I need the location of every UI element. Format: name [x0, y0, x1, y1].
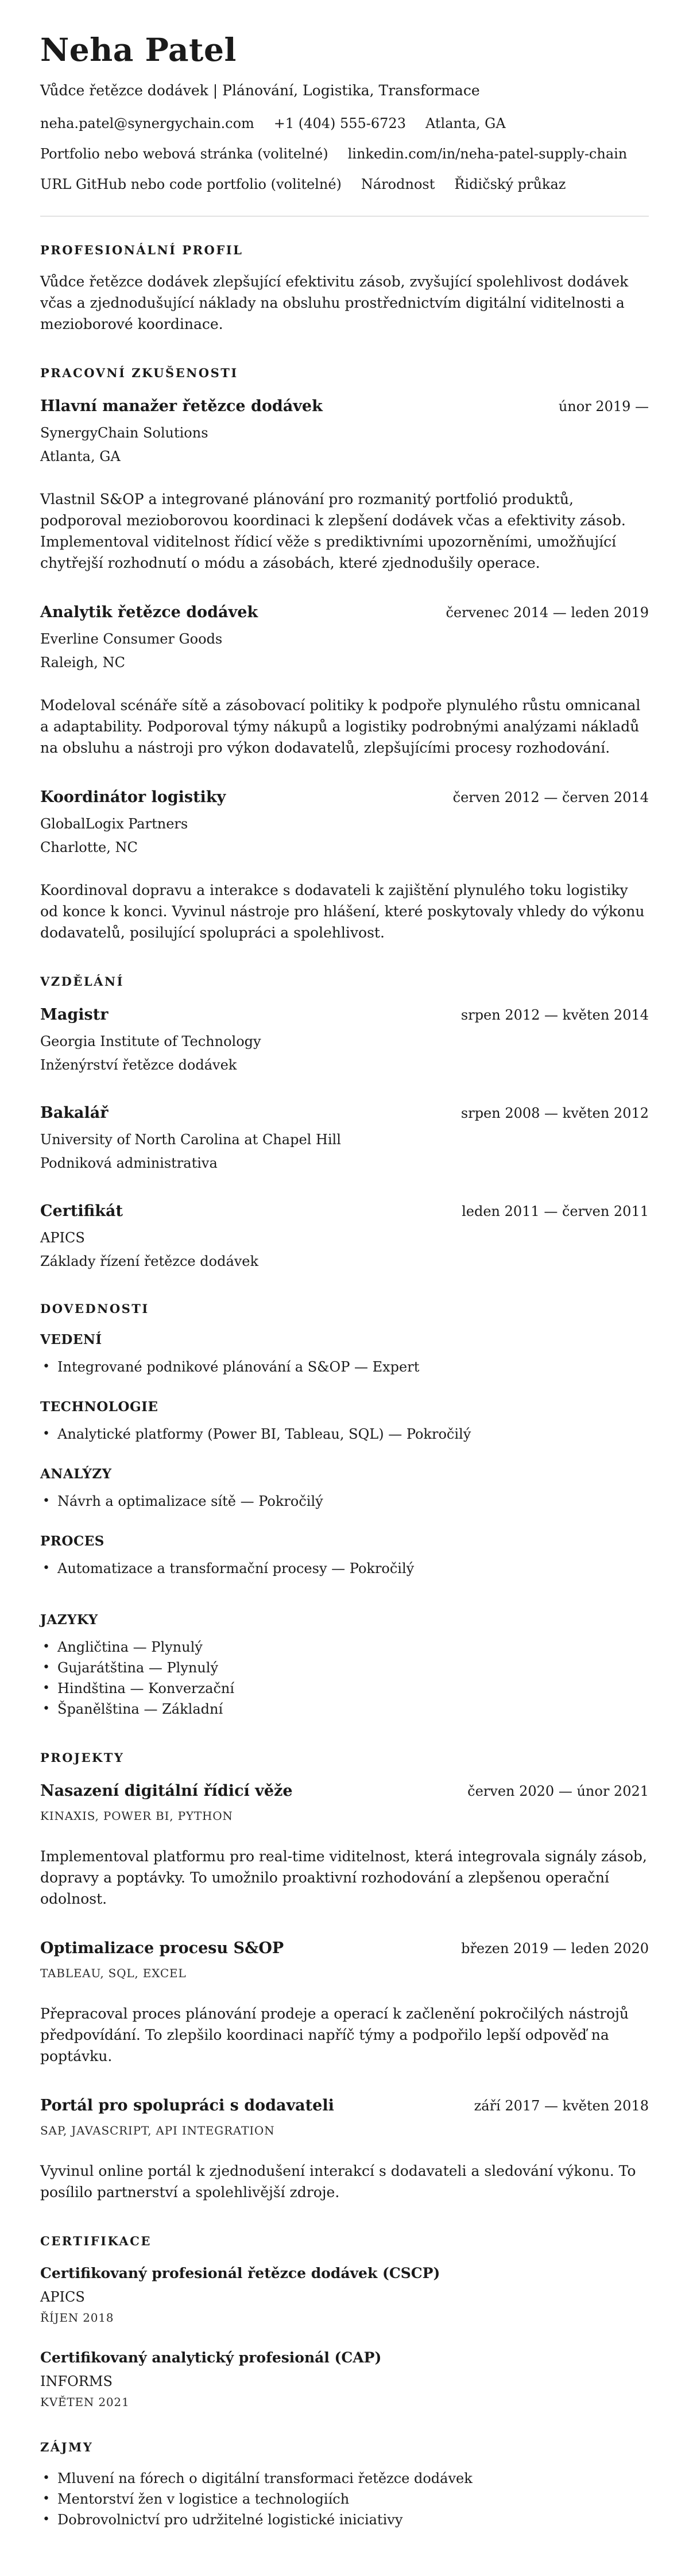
- language-item: • Hindština — Konverzační: [40, 1678, 649, 1699]
- job-title: Analytik řetězce dodávek: [40, 603, 258, 621]
- nationality-text: Národnost: [361, 176, 435, 193]
- skill-group-languages: [40, 1612, 649, 1719]
- skill-group-name: VEDENÍ: [40, 1331, 102, 1347]
- location-text: Atlanta, GA: [425, 115, 506, 132]
- section-projects: [40, 1750, 649, 2203]
- job-title-row: [40, 396, 649, 416]
- education-dates: srpen 2008 — květen 2012: [460, 1105, 649, 1121]
- certification-issuer: INFORMS: [40, 2373, 113, 2389]
- project-title: Optimalizace procesu S&OP: [40, 1939, 284, 1957]
- project-title-row: [40, 1938, 649, 1958]
- certification-entry: [40, 2349, 649, 2409]
- section-education: [40, 974, 649, 1270]
- interest-item: • Dobrovolnictví pro udržitelné logistické iniciativy: [40, 2509, 649, 2530]
- skill-group-name: JAZYKY: [40, 1612, 98, 1628]
- job-title-row: [40, 602, 649, 622]
- skill-group-technology: [40, 1399, 649, 1444]
- skill-list: [40, 1491, 649, 1512]
- job-description: Vlastnil S&OP a integrované plánování pro rozmanitý portfolió produktů, podporoval mezioborovou koordinaci k zlepšení dodávek včas a efektivity zásob. Implementoval viditelnost řídicí věže s prediktivními upozorněními, umožňující chytřejší rozhodnutí o módu a zásobách, které zjednodušily operace.: [40, 490, 626, 571]
- project-dates: březen 2019 — leden 2020: [461, 1940, 649, 1957]
- linkedin-text: linkedin.com/in/neha-patel-supply-chain: [347, 146, 628, 162]
- job-company: SynergyChain Solutions: [40, 424, 208, 441]
- section-heading-skills: DOVEDNOSTI: [40, 1301, 149, 1316]
- job-title: Hlavní manažer řetězce dodávek: [40, 397, 323, 415]
- job-location: Atlanta, GA: [40, 448, 121, 464]
- education-title-row: [40, 1005, 649, 1025]
- project-title-row: [40, 1781, 649, 1801]
- job-location: Charlotte, NC: [40, 839, 138, 855]
- job-entry: [40, 787, 649, 943]
- contact-row-3: [40, 176, 649, 193]
- skill-group-name: ANALÝZY: [40, 1466, 112, 1482]
- skill-list: [40, 1424, 649, 1444]
- certification-date: ŘÍJEN 2018: [40, 2310, 114, 2325]
- contact-row-2: [40, 145, 649, 163]
- education-entry: [40, 1005, 649, 1074]
- education-entry: [40, 1201, 649, 1270]
- project-tech-stack: SAP, JAVASCRIPT, API INTEGRATION: [40, 2123, 275, 2137]
- school-name: University of North Carolina at Chapel Hill: [40, 1131, 341, 1148]
- profile-summary: Vůdce řetězce dodávek zlepšující efektivitu zásob, zvyšující spolehlivost dodávek včas a zjednodušující náklady na obsluhu prostřednictvím digitální viditelnosti a mezioborové koordinace.: [40, 273, 629, 332]
- job-dates: únor 2019 —: [558, 398, 649, 415]
- section-experience: [40, 366, 649, 943]
- job-description: Modeloval scénáře sítě a zásobovací politiky k podpoře plynulého růstu omnicanal a adaptability. Podporoval týmy nákupů a logistiky podrobnými analýzami nákladů na obsluhu a nástroji pro výkon dodavatelů, zlepšujícími procesy rozhodování.: [40, 696, 641, 756]
- section-heading-profile: PROFESIONÁLNÍ PROFIL: [40, 242, 243, 257]
- job-description: Koordinoval dopravu a interakce s dodavateli k zajištění plynulého toku logistiky od konce k konci. Vyvinul nástroje pro hlášení, které poskytovaly vhledy do výkonu dodavatelů, posilující spolupráci a spolehlivost.: [40, 881, 645, 941]
- contact-row-1: [40, 115, 649, 133]
- language-item: • Španělština — Základní: [40, 1699, 649, 1719]
- job-entry: [40, 396, 649, 574]
- interest-item: • Mentorství žen v logistice a technologiích: [40, 2489, 649, 2509]
- language-item: • Gujarátština — Plynulý: [40, 1657, 649, 1678]
- job-dates: červenec 2014 — leden 2019: [446, 604, 649, 621]
- certification-issuer: APICS: [40, 2288, 85, 2305]
- section-heading-experience: PRACOVNÍ ZKUŠENOSTI: [40, 365, 238, 380]
- job-location: Raleigh, NC: [40, 654, 125, 671]
- section-heading-interests: ZÁJMY: [40, 2439, 94, 2454]
- email-text: neha.patel@synergychain.com: [40, 115, 254, 132]
- skill-list: [40, 1558, 649, 1579]
- job-company: GlobalLogix Partners: [40, 815, 188, 832]
- job-title: Koordinátor logistiky: [40, 788, 226, 806]
- portfolio-placeholder-text: Portfolio nebo webová stránka (volitelné): [40, 146, 328, 162]
- degree-name: Certifikát: [40, 1202, 123, 1220]
- education-dates: leden 2011 — červen 2011: [462, 1203, 649, 1219]
- drivers-license-text: Řidičský průkaz: [454, 176, 566, 193]
- interest-item: • Mluvení na fórech o digitální transformaci řetězce dodávek: [40, 2468, 649, 2489]
- project-tech-stack: TABLEAU, SQL, EXCEL: [40, 1966, 187, 1980]
- project-title: Nasazení digitální řídicí věže: [40, 1781, 293, 1800]
- interest-list: [40, 2468, 649, 2530]
- language-list: [40, 1637, 649, 1719]
- education-title-row: [40, 1201, 649, 1221]
- skill-group-analytics: [40, 1466, 649, 1512]
- resume-header: [40, 32, 649, 194]
- project-description: Přepracoval proces plánování prodeje a operací k začlenění pokročilých nástrojů předpovídání. To zlepšilo koordinaci napříč týmy a podpořilo lepší odpověď na poptávku.: [40, 2005, 629, 2064]
- project-entry: [40, 1781, 649, 1909]
- github-placeholder-text: URL GitHub nebo code portfolio (volitelné): [40, 176, 342, 193]
- skill-group-name: PROCES: [40, 1533, 104, 1549]
- section-skills: [40, 1301, 649, 1719]
- certification-title: Certifikovaný analytický profesionál (CAP): [40, 2349, 382, 2366]
- phone-text: +1 (404) 555-6723: [273, 115, 406, 132]
- school-name: APICS: [40, 1229, 85, 1246]
- degree-name: Bakalář: [40, 1103, 109, 1122]
- skill-group-process: [40, 1533, 649, 1579]
- project-title-row: [40, 2095, 649, 2116]
- job-entry: [40, 602, 649, 758]
- skill-item: • Integrované podnikové plánování a S&OP — Expert: [40, 1357, 649, 1377]
- school-name: Georgia Institute of Technology: [40, 1033, 261, 1049]
- section-interests: [40, 2440, 649, 2530]
- certification-entry: [40, 2264, 649, 2325]
- headline: Vůdce řetězce dodávek | Plánování, Logistika, Transformace: [40, 82, 480, 99]
- skill-item: • Analytické platformy (Power BI, Tableau, SQL) — Pokročilý: [40, 1424, 649, 1444]
- project-description: Implementoval platformu pro real-time viditelnost, která integrovala signály zásob, dopravy a poptávky. To umožnilo proaktivní rozhodování a zlepšenou operační odolnost.: [40, 1847, 647, 1907]
- job-dates: červen 2012 — červen 2014: [452, 789, 649, 805]
- skill-group-name: TECHNOLOGIE: [40, 1399, 158, 1415]
- project-tech-stack: KINAXIS, POWER BI, PYTHON: [40, 1808, 233, 1823]
- project-entry: [40, 1938, 649, 2067]
- person-name: Neha Patel: [40, 31, 237, 68]
- language-item: • Angličtina — Plynulý: [40, 1637, 649, 1657]
- certification-date: KVĚTEN 2021: [40, 2395, 130, 2409]
- skill-list: [40, 1357, 649, 1377]
- skill-item: • Automatizace a transformační procesy — Pokročilý: [40, 1558, 649, 1579]
- field-of-study: Základy řízení řetězce dodávek: [40, 1253, 259, 1269]
- project-title: Portál pro spolupráci s dodavateli: [40, 2096, 334, 2114]
- skill-group-leadership: [40, 1332, 649, 1377]
- project-dates: červen 2020 — únor 2021: [467, 1783, 649, 1799]
- section-heading-projects: PROJEKTY: [40, 1750, 125, 1765]
- skill-item: • Návrh a optimalizace sítě — Pokročilý: [40, 1491, 649, 1512]
- section-certifications: [40, 2234, 649, 2409]
- project-entry: [40, 2095, 649, 2203]
- job-company: Everline Consumer Goods: [40, 630, 223, 647]
- education-title-row: [40, 1103, 649, 1123]
- section-profile: [40, 243, 649, 335]
- certification-title: Certifikovaný profesionál řetězce dodávek (CSCP): [40, 2264, 440, 2281]
- section-heading-education: VZDĚLÁNÍ: [40, 974, 124, 989]
- contact-block: [40, 115, 649, 194]
- project-description: Vyvinul online portál k zjednodušení interakcí s dodavateli a sledování výkonu. To posílilo partnerství a spolehlivější zdroje.: [40, 2162, 636, 2201]
- degree-name: Magistr: [40, 1005, 109, 1024]
- job-title-row: [40, 787, 649, 807]
- project-dates: září 2017 — květen 2018: [474, 2097, 649, 2114]
- education-dates: srpen 2012 — květen 2014: [460, 1006, 649, 1023]
- education-entry: [40, 1103, 649, 1172]
- section-heading-certifications: CERTIFIKACE: [40, 2233, 152, 2248]
- field-of-study: Podniková administrativa: [40, 1155, 218, 1171]
- field-of-study: Inženýrství řetězce dodávek: [40, 1056, 237, 1073]
